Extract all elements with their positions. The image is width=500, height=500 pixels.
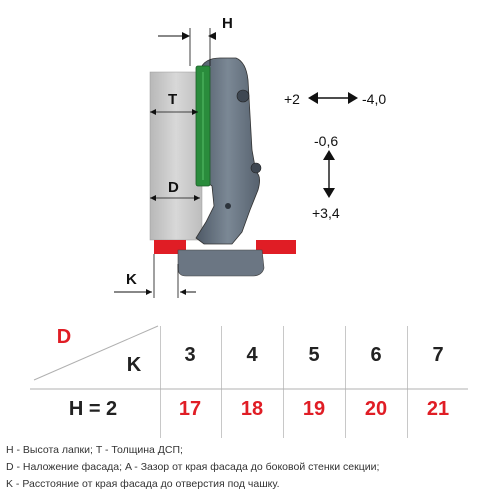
hinge-screw-mid xyxy=(251,163,261,173)
hinge-pivot xyxy=(225,203,231,209)
note-line: H - Высота лапки; T - Толщина ДСП; xyxy=(6,444,183,456)
k-value-cell: 3 xyxy=(184,344,196,366)
legend-notes xyxy=(6,442,498,493)
d-label: D xyxy=(168,179,179,196)
column-divider xyxy=(283,326,284,438)
column-divider xyxy=(221,326,222,438)
adjust-vertical-bottom: +3,4 xyxy=(312,205,340,221)
column-divider xyxy=(160,326,161,438)
adjust-vertical-top: -0,6 xyxy=(314,133,339,149)
table-corner-diagonal xyxy=(0,318,170,388)
k-value-cell: 5 xyxy=(308,344,320,366)
table-row-divider xyxy=(0,388,500,392)
table-corner-d: D xyxy=(56,326,72,348)
note-line: K - Расстояние от края фасада до отверстия под чашку. xyxy=(6,478,280,490)
d-value-cell: 20 xyxy=(364,398,388,420)
hinge-screw-top xyxy=(237,90,249,102)
column-divider xyxy=(407,326,408,438)
note-line: D - Наложение фасада; A - Зазор от края фасада до боковой стенки секции; xyxy=(6,461,380,473)
k-label: K xyxy=(126,271,137,288)
d-value-cell: 17 xyxy=(178,398,202,420)
d-value-cell: 21 xyxy=(426,398,450,420)
k-value-cell: 4 xyxy=(246,344,258,366)
d-value-cell: 19 xyxy=(302,398,326,420)
h-label: H xyxy=(222,15,233,32)
h-dimension-arrow xyxy=(208,32,216,40)
table-corner-k: K xyxy=(126,354,142,376)
row-label-h: H = 2 xyxy=(68,398,118,420)
k-value-cell: 7 xyxy=(432,344,444,366)
adjust-horizontal-left: +2 xyxy=(284,91,300,107)
k-value-cell: 6 xyxy=(370,344,382,366)
overlay-table xyxy=(0,318,500,440)
adjust-horizontal-right: -4,0 xyxy=(362,91,387,107)
hinge-cup xyxy=(178,250,264,276)
t-label: T xyxy=(168,91,178,108)
d-value-cell: 18 xyxy=(240,398,264,420)
column-divider xyxy=(345,326,346,438)
